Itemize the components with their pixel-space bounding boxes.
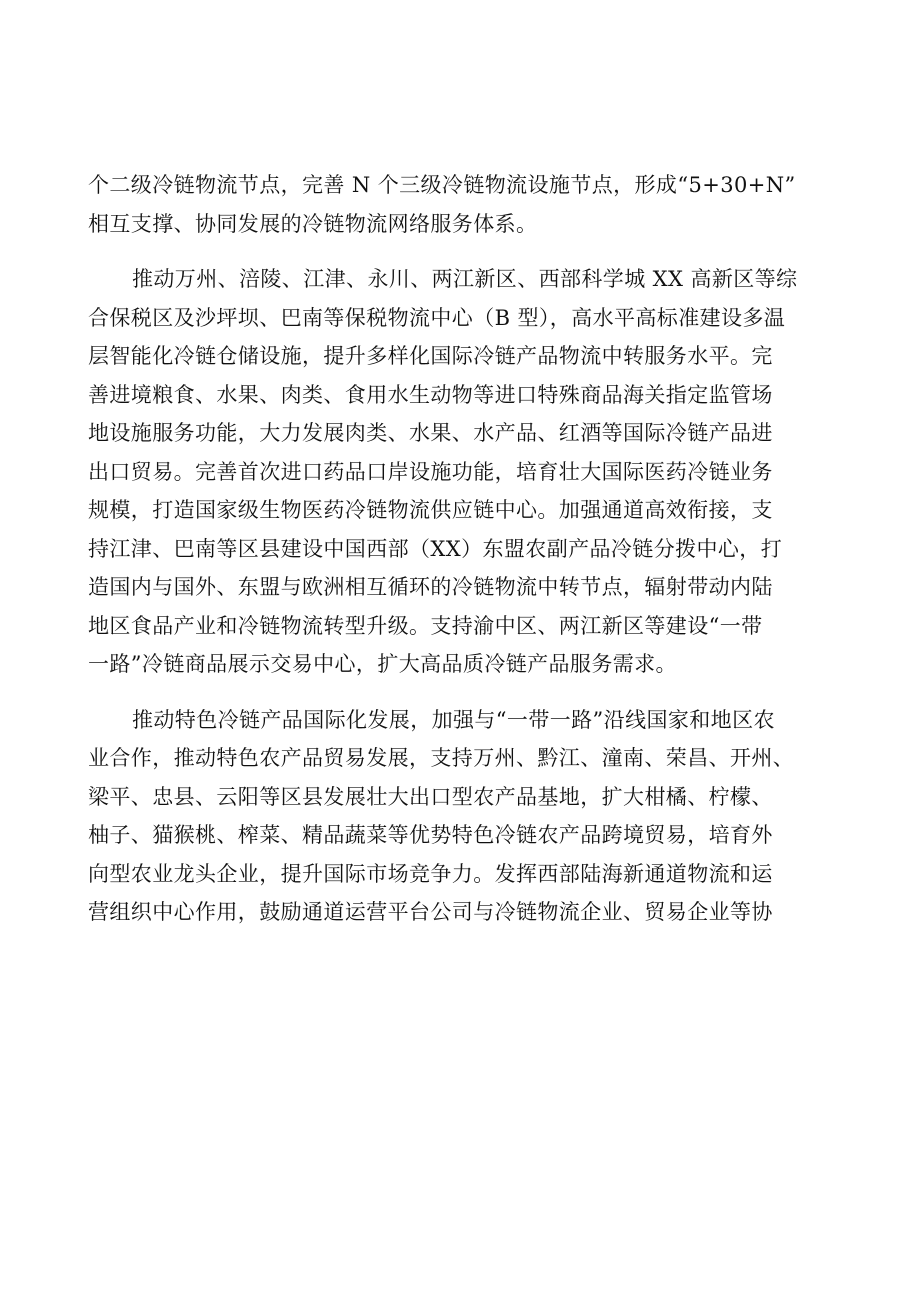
- text-line: 层智能化冷链仓储设施，提升多样化国际冷链产品物流中转服务水平。完: [88, 344, 773, 368]
- text-line: 梁平、忠县、云阳等区县发展壮大出口型农产品基地，扩大柑橘、柠檬、: [88, 784, 773, 809]
- paragraph-spacer: [88, 684, 840, 701]
- paragraph-2: [88, 260, 840, 684]
- text-line: 个二级冷链物流节点，完善 N 个三级冷链物流设施节点，形成“5+30+N”: [88, 173, 796, 197]
- text-line: 规模，打造国家级生物医药冷链物流供应链中心。加强通道高效衔接，支: [88, 498, 773, 522]
- text-line: 营组织中心作用，鼓励通道运营平台公司与冷链物流企业、贸易企业等协: [88, 900, 773, 924]
- text-line: 合保税区及沙坪坝、巴南等保税物流中心（B 型），高水平高标准建设多温: [88, 305, 786, 330]
- text-line: 出口贸易。完善首次进口药品口岸设施功能，培育壮大国际医药冷链业务: [88, 459, 773, 484]
- text-line: 业合作，推动特色农产品贸易发展，支持万州、黔江、潼南、荣昌、开州、: [88, 746, 795, 770]
- paragraph-spacer: [88, 243, 840, 260]
- text-line: 柚子、猫猴桃、榨菜、精品蔬菜等优势特色冷链农产品跨境贸易，培育外: [88, 823, 773, 847]
- text-line: 地设施服务功能，大力发展肉类、水果、水产品、红酒等国际冷链产品进: [88, 421, 773, 445]
- text-line: 推动特色冷链产品国际化发展，加强与“一带一路”沿线国家和地区农: [132, 707, 775, 732]
- text-line: 地区食品产业和冷链物流转型升级。支持渝中区、两江新区等建设“一带: [88, 613, 763, 638]
- text-line: 推动万州、涪陵、江津、永川、两江新区、西部科学城 XX 高新区等综: [132, 267, 798, 291]
- text-line: 相互支撑、协同发展的冷链物流网络服务体系。: [88, 211, 538, 236]
- text-line: 善进境粮食、水果、肉类、食用水生动物等进口特殊商品海关指定监管场: [88, 382, 773, 407]
- text-line: 一路”冷链商品展示交易中心，扩大高品质冷链产品服务需求。: [88, 652, 677, 676]
- paragraph-1: [88, 166, 840, 243]
- text-line: 向型农业龙头企业，提升国际市场竞争力。发挥西部陆海新通道物流和运: [88, 861, 773, 886]
- text-line: 持江津、巴南等区县建设中国西部（XX）东盟农副产品冷链分拨中心，打: [88, 536, 783, 561]
- paragraph-3: [88, 701, 840, 932]
- text-line: 造国内与国外、东盟与欧洲相互循环的冷链物流中转节点，辐射带动内陆: [88, 575, 773, 599]
- body-text: [88, 166, 840, 932]
